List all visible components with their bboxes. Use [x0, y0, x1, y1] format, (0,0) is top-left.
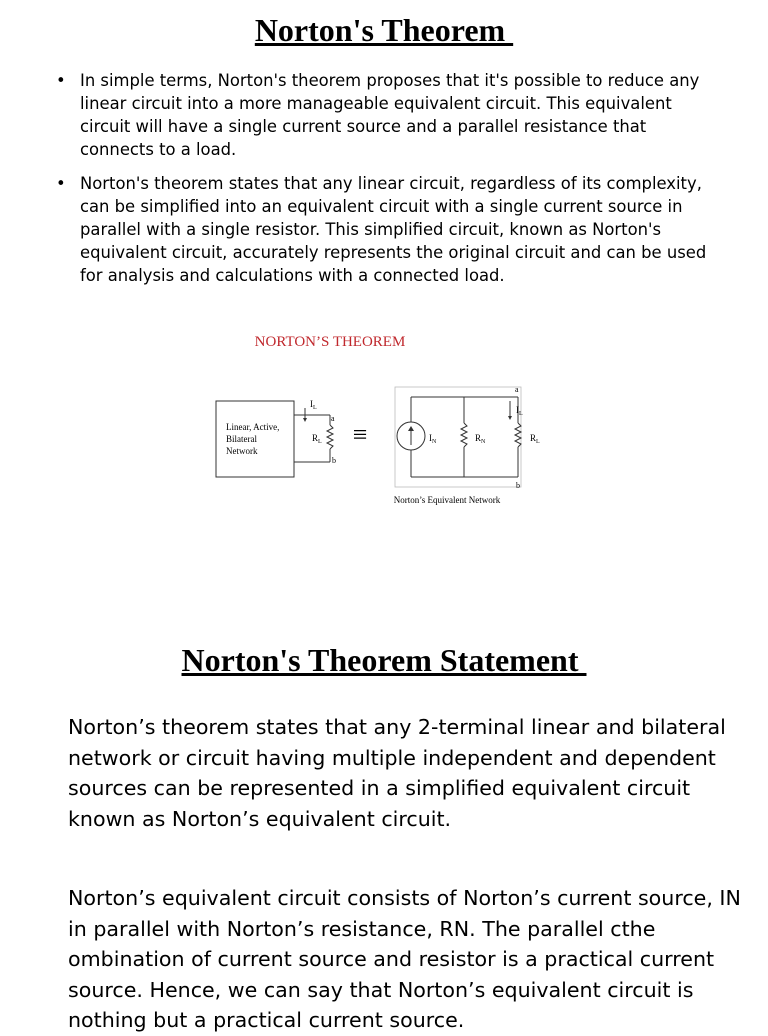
left-il-label: $I_L$ [310, 399, 317, 411]
page-title: Norton's Theorem [254, 12, 514, 48]
bullet-text: Norton's theorem states that any linear circuit, regardless of its complexity, can be simplified into an equivalent circuit with a single current source in parallel with a single resistor. This simplified circuit, known as Norton's equivalent circuit, accurately represents the original circuit and can be used for analysis and calculations with a connected load. [80, 174, 707, 285]
il-arrow-down-icon [508, 416, 512, 420]
left-a-label: a [331, 414, 335, 423]
il-arrow-icon [303, 418, 307, 422]
terminal-b-label: b [516, 481, 520, 490]
diagram-caption: Norton’s Equivalent Network [393, 495, 501, 505]
bullet-text: In simple terms, Norton's theorem proposes that it's possible to reduce any linear circuit into a more manageable equivalent circuit. This equivalent circuit will have a single current source and a parallel resistance that connects to a load. [80, 71, 700, 159]
il-label: $I_L$ [516, 405, 523, 417]
bullet-item [56, 69, 716, 161]
current-source-arrow-head [408, 426, 414, 431]
section-title: Norton's Theorem Statement [181, 642, 587, 678]
bullet-icon: • [56, 71, 66, 90]
norton-wiring [411, 397, 521, 477]
equivalent-circuit-paragraph: Norton’s equivalent circuit consists of Norton’s current source, IN in parallel with Norton’s resistance, RN. The parallel cthe ombination of current source and resistor is a practical current source. Hence, we can say that Norton’s equivalent circuit is nothing but a practical current source. [68, 886, 741, 1032]
network-label-line1: Linear, Active, [226, 422, 280, 432]
norton-equivalent-box [395, 387, 521, 487]
statement-paragraph: Norton’s theorem states that any 2-terminal linear and bilateral network or circuit having multiple independent and dependent sources can be represented in a simplified equivalent circuit known as Norton’s equivalent circuit. [68, 715, 726, 831]
left-b-label: b [332, 456, 336, 465]
rl-label: $R_L$ [530, 433, 540, 445]
left-rl-label: $R_L$ [312, 433, 322, 445]
terminal-a-label: a [515, 385, 519, 394]
network-label-line3: Network [226, 446, 258, 456]
norton-theorem-diagram [200, 325, 540, 515]
diagram-heading: NORTON’S THEOREM [254, 334, 406, 350]
bullet-icon: • [56, 174, 66, 193]
in-label: $I_N$ [429, 433, 437, 445]
bullet-list [56, 69, 716, 298]
network-label-line2: Bilateral [226, 434, 257, 444]
bullet-item [56, 172, 716, 287]
rn-label: $R_N$ [475, 433, 486, 445]
equivalence-sign: ≡ [352, 420, 368, 449]
